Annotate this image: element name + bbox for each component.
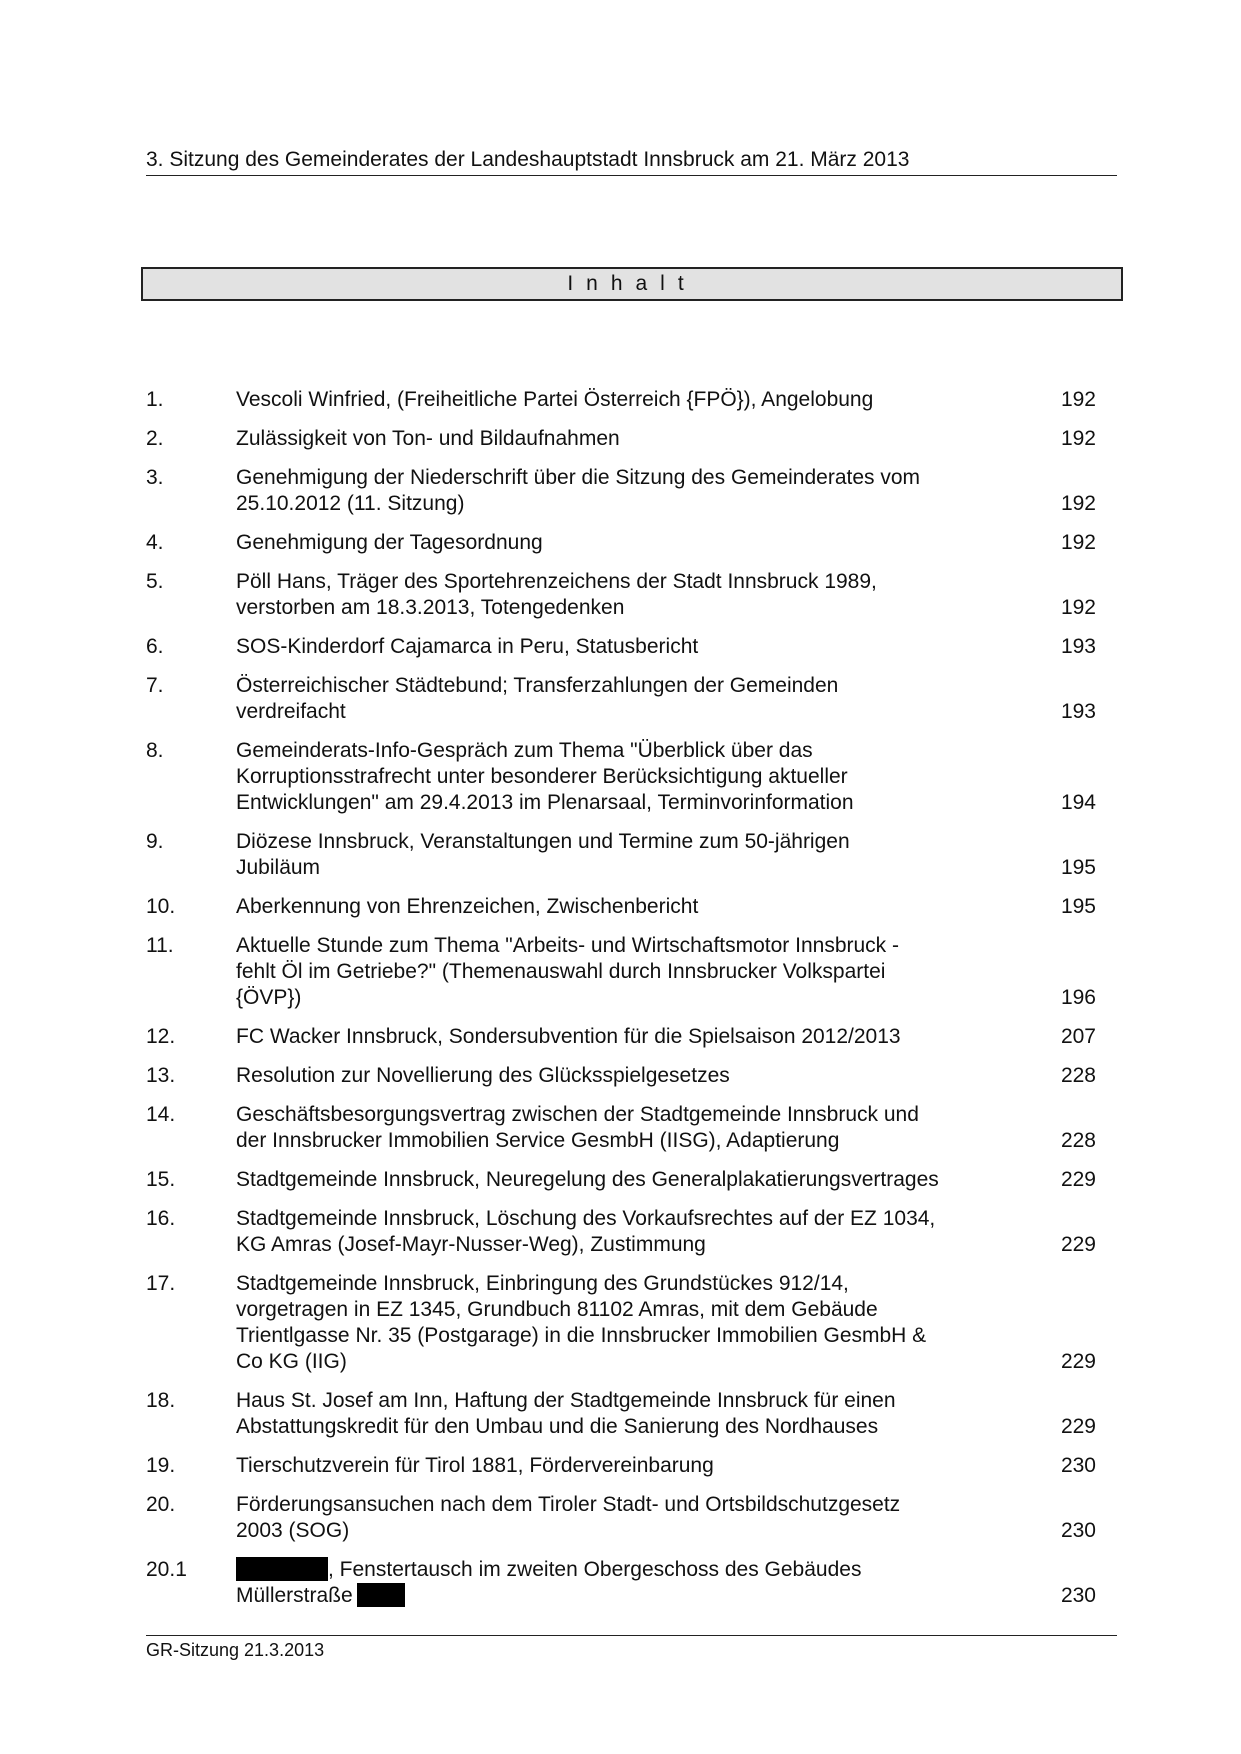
toc-entry bbox=[146, 933, 1096, 1011]
toc-entry bbox=[146, 1453, 1096, 1479]
toc-entry-text bbox=[236, 933, 1036, 1011]
toc-entry-number: 7. bbox=[146, 674, 164, 697]
toc-entry bbox=[146, 1167, 1096, 1193]
toc-entry bbox=[146, 387, 1096, 413]
toc-entry-page: 229 bbox=[1060, 1350, 1096, 1373]
toc-entry-number: 5. bbox=[146, 570, 164, 593]
toc-entry-number: 16. bbox=[146, 1207, 176, 1230]
toc-entry-page: 229 bbox=[1060, 1233, 1096, 1256]
toc-entry-line: Pöll Hans, Träger des Sportehrenzeichens der Stadt Innsbruck 1989, bbox=[236, 570, 877, 593]
toc-entry-text bbox=[236, 1024, 1036, 1050]
toc-entry-page: 193 bbox=[1060, 635, 1096, 658]
toc-entry-text bbox=[236, 1167, 1036, 1193]
toc-entry-line: Abstattungskredit für den Umbau und die Sanierung des Nordhauses bbox=[236, 1415, 879, 1438]
toc-entry-text bbox=[236, 1557, 1036, 1609]
toc-entry-page: 192 bbox=[1060, 492, 1096, 515]
toc-entry-text bbox=[236, 1063, 1036, 1089]
toc-entry-text bbox=[236, 1453, 1036, 1479]
toc-entry bbox=[146, 1206, 1096, 1258]
toc-entry-number: 11. bbox=[146, 934, 174, 957]
toc-entry-line: 25.10.2012 (11. Sitzung) bbox=[236, 492, 465, 515]
toc-entry-line: Tierschutzverein für Tirol 1881, Fördervereinbarung bbox=[236, 1454, 714, 1477]
toc-entry-line: Stadtgemeinde Innsbruck, Neuregelung des Generalplakatierungsvertrages bbox=[236, 1168, 939, 1191]
toc-entry-text bbox=[236, 1206, 1036, 1258]
page-footer: GR-Sitzung 21.3.2013 bbox=[146, 1635, 1117, 1662]
toc-entry-line: Co KG (IIG) bbox=[236, 1350, 347, 1373]
toc-entry-text bbox=[236, 634, 1036, 660]
toc-entry-text bbox=[236, 738, 1036, 816]
toc-entry-line: der Innsbrucker Immobilien Service GesmbH (IISG), Adaptierung bbox=[236, 1129, 840, 1152]
toc-entry-text bbox=[236, 673, 1036, 725]
toc-entry-line: Jubiläum bbox=[236, 856, 321, 879]
toc-entry-page: 192 bbox=[1060, 596, 1096, 619]
toc-entry-text bbox=[236, 569, 1036, 621]
toc-entry-number: 9. bbox=[146, 830, 164, 853]
toc-entry-text bbox=[236, 894, 1036, 920]
toc-entry-text bbox=[236, 1388, 1036, 1440]
toc-entry-page: 229 bbox=[1060, 1168, 1096, 1191]
toc-entry-page: 228 bbox=[1060, 1129, 1096, 1152]
toc-entry-line: Diözese Innsbruck, Veranstaltungen und Termine zum 50-jährigen bbox=[236, 830, 850, 853]
section-title: Inhalt bbox=[141, 267, 1123, 301]
toc-entry-number: 4. bbox=[146, 531, 164, 554]
toc-entry bbox=[146, 426, 1096, 452]
toc-entry-line: SOS-Kinderdorf Cajamarca in Peru, Statusbericht bbox=[236, 635, 699, 658]
toc-entries bbox=[146, 387, 1096, 1544]
toc-entry-page: 195 bbox=[1060, 895, 1096, 918]
toc-entry-line: 2003 (SOG) bbox=[236, 1519, 350, 1542]
toc-entry-number: 14. bbox=[146, 1103, 176, 1126]
toc-entry-text bbox=[236, 387, 1036, 413]
toc-entry-line: Haus St. Josef am Inn, Haftung der Stadtgemeinde Innsbruck für einen bbox=[236, 1389, 896, 1412]
toc-entry-line: Resolution zur Novellierung des Glücksspielgesetzes bbox=[236, 1064, 730, 1087]
toc-entry-page: 207 bbox=[1060, 1025, 1096, 1048]
toc-entry-number: 13. bbox=[146, 1064, 176, 1087]
toc-entry-line: Österreichischer Städtebund; Transferzahlungen der Gemeinden bbox=[236, 674, 839, 697]
toc-entry-text bbox=[236, 829, 1036, 881]
toc-entry-text bbox=[236, 426, 1036, 452]
toc-entry-page: 228 bbox=[1060, 1064, 1096, 1087]
toc-entry-number: 8. bbox=[146, 739, 164, 762]
toc-entry-number: 10. bbox=[146, 895, 176, 918]
toc-entry-line: Trientlgasse Nr. 35 (Postgarage) in die Innsbrucker Immobilien GesmbH & bbox=[236, 1324, 927, 1347]
toc-entry-number: 12. bbox=[146, 1025, 176, 1048]
toc-entry-line: Aktuelle Stunde zum Thema "Arbeits- und Wirtschaftsmotor Innsbruck - bbox=[236, 934, 899, 957]
toc-entry-page: 194 bbox=[1060, 791, 1096, 814]
toc-entry-line: {ÖVP}) bbox=[236, 986, 302, 1009]
toc-entry bbox=[146, 894, 1096, 920]
toc-entry-page: 195 bbox=[1060, 856, 1096, 879]
toc-entry-line: verstorben am 18.3.2013, Totengedenken bbox=[236, 596, 625, 619]
toc-entry bbox=[146, 1063, 1096, 1089]
toc-entry-line: Vescoli Winfried, (Freiheitliche Partei Österreich {FPÖ}), Angelobung bbox=[236, 388, 874, 411]
toc-entry-page: 230 bbox=[1060, 1519, 1096, 1542]
toc-entry bbox=[146, 1024, 1096, 1050]
toc-entry-line: Aberkennung von Ehrenzeichen, Zwischenbericht bbox=[236, 895, 699, 918]
toc-entry bbox=[146, 634, 1096, 660]
toc-entry bbox=[146, 829, 1096, 881]
toc-entry-page: 193 bbox=[1060, 700, 1096, 723]
toc-entry-line: vorgetragen in EZ 1345, Grundbuch 81102 Amras, mit dem Gebäude bbox=[236, 1298, 878, 1321]
toc-entry-line: Entwicklungen" am 29.4.2013 im Plenarsaal, Terminvorinformation bbox=[236, 791, 854, 814]
toc-entry-line: fehlt Öl im Getriebe?" (Themenauswahl durch Innsbrucker Volkspartei bbox=[236, 960, 886, 983]
toc-entry-line: Geschäftsbesorgungsvertrag zwischen der Stadtgemeinde Innsbruck und bbox=[236, 1103, 919, 1126]
toc-entry-page: 230 bbox=[1060, 1584, 1096, 1607]
toc-entry-line: Genehmigung der Tagesordnung bbox=[236, 531, 543, 554]
redaction-bar bbox=[236, 1557, 328, 1581]
toc-entry-text bbox=[236, 530, 1036, 556]
toc-entry-line-text: , Fenstertausch im zweiten Obergeschoss des Gebäudes bbox=[328, 1558, 862, 1581]
toc-entry-line bbox=[236, 1583, 1026, 1609]
toc-entry-page: 192 bbox=[1060, 531, 1096, 554]
toc-entry-number: 19. bbox=[146, 1454, 176, 1477]
toc-entry-text bbox=[236, 465, 1036, 517]
toc-entry-line: Genehmigung der Niederschrift über die Sitzung des Gemeinderates vom bbox=[236, 466, 921, 489]
toc-entry-line: Stadtgemeinde Innsbruck, Einbringung des Grundstückes 912/14, bbox=[236, 1272, 849, 1295]
toc-entry-line: Gemeinderats-Info-Gespräch zum Thema "Überblick über das bbox=[236, 739, 813, 762]
toc-entry-line: FC Wacker Innsbruck, Sondersubvention für die Spielsaison 2012/2013 bbox=[236, 1025, 901, 1048]
toc-entry bbox=[146, 1557, 1096, 1609]
toc-entry bbox=[146, 738, 1096, 816]
toc-entry-text bbox=[236, 1492, 1036, 1544]
toc-entry-number: 3. bbox=[146, 466, 164, 489]
toc-entry-line: Förderungsansuchen nach dem Tiroler Stadt- und Ortsbildschutzgesetz bbox=[236, 1493, 901, 1516]
toc-entry-page: 192 bbox=[1060, 427, 1096, 450]
page-header: 3. Sitzung des Gemeinderates der Landeshauptstadt Innsbruck am 21. März 2013 bbox=[146, 147, 1117, 176]
toc-entry-number: 1. bbox=[146, 388, 164, 411]
redaction-bar bbox=[357, 1583, 405, 1607]
toc-entry-line: Stadtgemeinde Innsbruck, Löschung des Vorkaufsrechtes auf der EZ 1034, bbox=[236, 1207, 936, 1230]
toc-entry-line: Zulässigkeit von Ton- und Bildaufnahmen bbox=[236, 427, 620, 450]
toc-entry bbox=[146, 1388, 1096, 1440]
toc-entry-number: 15. bbox=[146, 1168, 176, 1191]
toc-entry-line-text: Müllerstraße bbox=[236, 1584, 353, 1607]
toc-entry bbox=[146, 465, 1096, 517]
toc-entry-number: 17. bbox=[146, 1272, 176, 1295]
toc-entry-number: 20.1 bbox=[146, 1558, 187, 1581]
toc-entry bbox=[146, 1492, 1096, 1544]
toc-entry-number: 6. bbox=[146, 635, 164, 658]
toc-entry-line bbox=[236, 1557, 1026, 1583]
toc-entry-page: 192 bbox=[1060, 388, 1096, 411]
toc-entry-number: 20. bbox=[146, 1493, 176, 1516]
toc-entry-line: Korruptionsstrafrecht unter besonderer Berücksichtigung aktueller bbox=[236, 765, 848, 788]
toc-entry-text bbox=[236, 1102, 1036, 1154]
toc-entry-page: 229 bbox=[1060, 1415, 1096, 1438]
toc-entry bbox=[146, 530, 1096, 556]
toc-entry bbox=[146, 569, 1096, 621]
toc-entry-line: KG Amras (Josef-Mayr-Nusser-Weg), Zustimmung bbox=[236, 1233, 706, 1256]
toc-entry-number: 2. bbox=[146, 427, 164, 450]
toc-entry bbox=[146, 1102, 1096, 1154]
toc-entry-line: verdreifacht bbox=[236, 700, 346, 723]
toc-entry bbox=[146, 1271, 1096, 1375]
toc-entry-text bbox=[236, 1271, 1036, 1375]
toc-entry-page: 196 bbox=[1060, 986, 1096, 1009]
toc-entry-number: 18. bbox=[146, 1389, 176, 1412]
toc-entry-page: 230 bbox=[1060, 1454, 1096, 1477]
toc-entry bbox=[146, 673, 1096, 725]
table-of-contents bbox=[146, 387, 1096, 1622]
